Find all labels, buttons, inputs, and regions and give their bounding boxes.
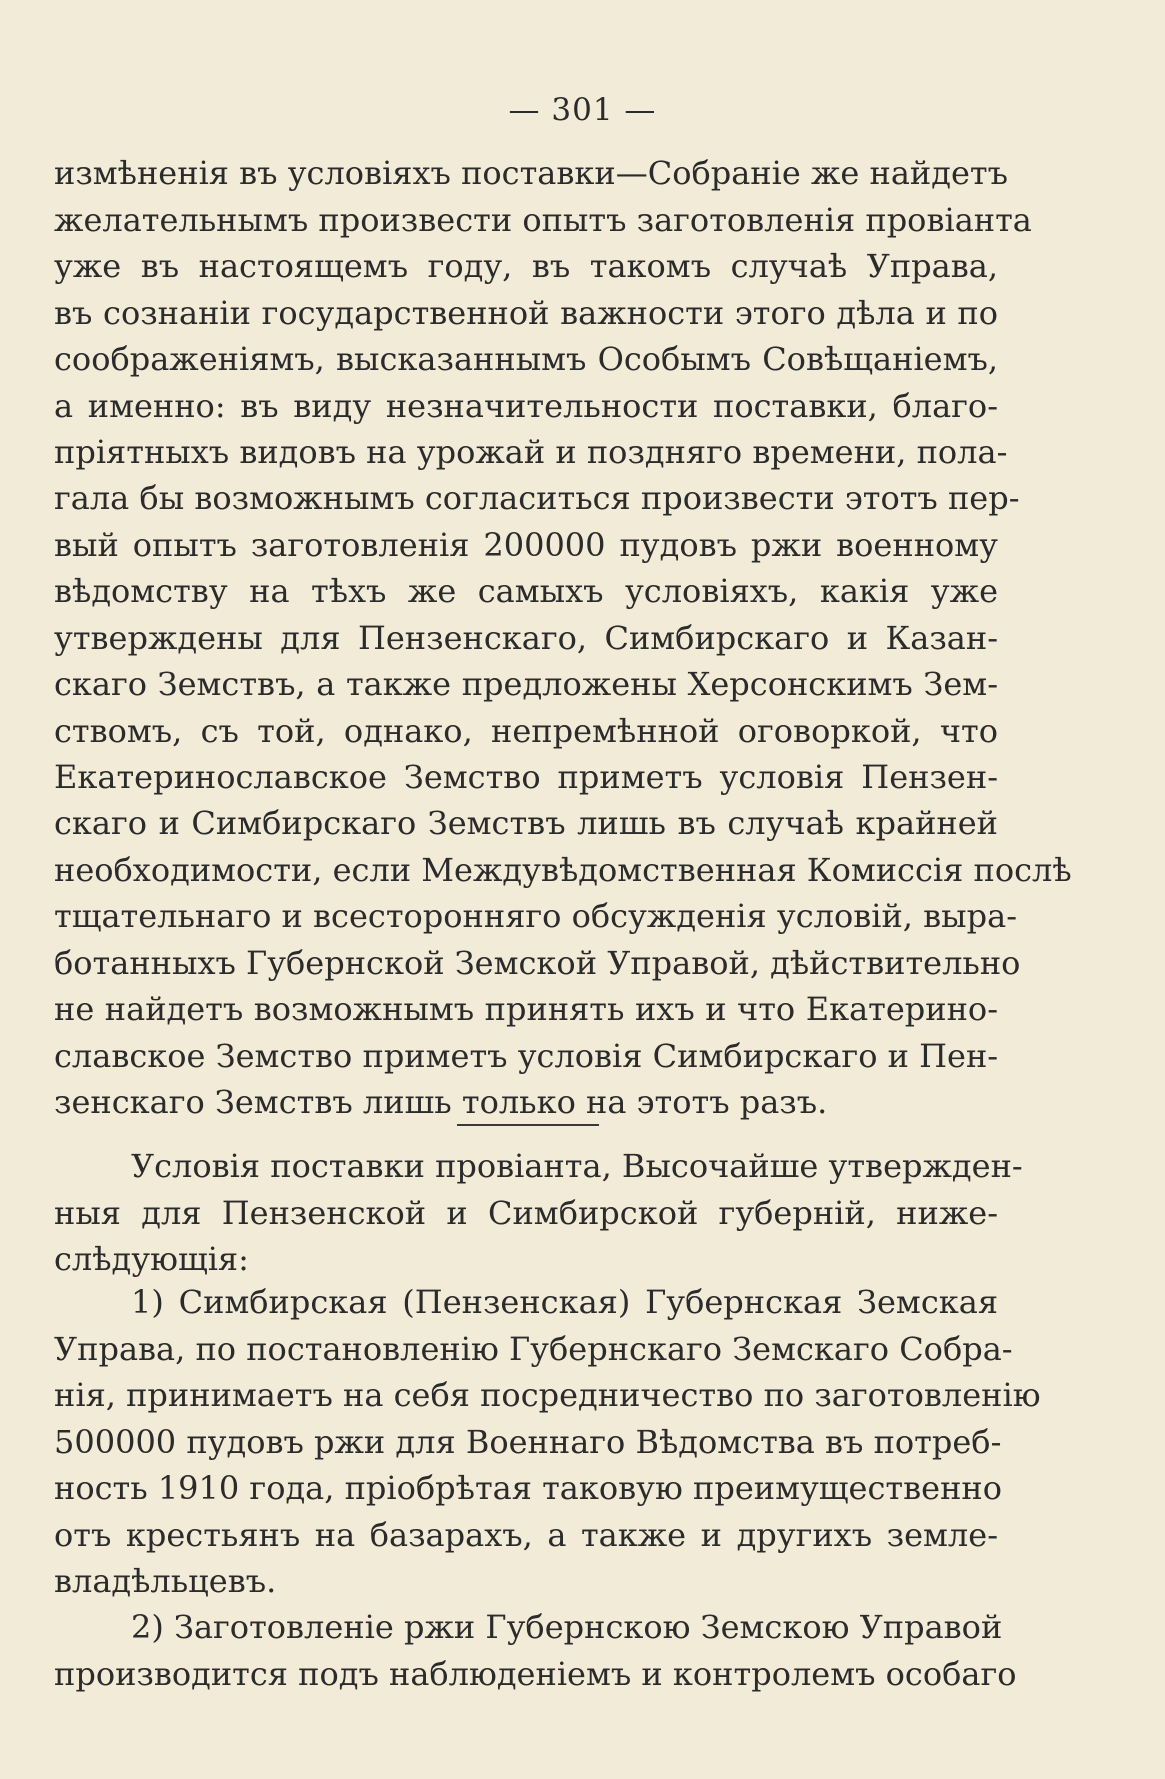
text-line: ствомъ, съ той, однако, непремѣнной оговоркой, что [54,712,998,750]
text-line: отъ крестьянъ на базарахъ, а также и другихъ земле- [54,1516,998,1554]
text-line: ность 1910 года, пріобрѣтая таковую преимущественно [54,1469,1002,1507]
text-line: производится подъ наблюденіемъ и контролемъ особаго [54,1655,1017,1693]
text-line: необходимости, если Междувѣдомственная Комиссія послѣ [54,851,1072,889]
text-line: Управа, по постановленію Губернскаго Земскаго Собра- [54,1330,1013,1368]
text-line: владѣльцевъ. [54,1562,277,1600]
text-line: уже въ настоящемъ году, въ такомъ случаѣ Управа, [54,247,998,285]
text-line: тщательнаго и всесторонняго обсужденія условій, выра- [54,897,1017,935]
text-line: гала бы возможнымъ согласиться произвести этотъ пер- [54,479,1020,517]
text-line: ботанныхъ Губернской Земской Управой, дѣйствительно [54,944,1021,982]
text-line: зенскаго Земствъ лишь только на этотъ разъ. [54,1083,828,1121]
text-line: скаго и Симбирскаго Земствъ лишь въ случаѣ крайней [54,804,998,842]
text-line: желательнымъ произвести опытъ заготовленія провіанта [54,201,1032,239]
text-line: скаго Земствъ, а также предложены Херсонскимъ Зем- [54,665,998,703]
text-line: нія, принимаетъ на себя посредничество по заготовленію [54,1376,1041,1414]
text-line: 500000 пудовъ ржи для Военнаго Вѣдомства въ потреб- [54,1423,1002,1461]
section-divider [457,1124,599,1126]
text-line: 2) Заготовленіе ржи Губернскою Земскою Управой [131,1608,1003,1646]
text-line: Екатеринославское Земство приметъ условія Пензен- [54,758,998,796]
text-line: вѣдомству на тѣхъ же самыхъ условіяхъ, какія уже [54,572,998,610]
text-line: въ сознаніи государственной важности этого дѣла и по [54,294,998,332]
text-line: соображеніямъ, высказаннымъ Особымъ Совѣщаніемъ, [54,340,998,378]
text-line: утверждены для Пензенскаго, Симбирскаго и Казан- [54,619,998,657]
text-line: а именно: въ виду незначительности поставки, благо- [54,387,998,425]
text-line: измѣненія въ условіяхъ поставки—Собраніе же найдетъ [54,154,1008,192]
page-number: — 301 — [508,92,657,128]
text-line: Условія поставки провіанта, Высочайше утвержден- [131,1147,1023,1185]
text-line: ныя для Пензенской и Симбирской губерній, ниже- [54,1194,998,1232]
text-line: слѣдующія: [54,1240,249,1278]
text-line: пріятныхъ видовъ на урожай и поздняго времени, пола- [54,433,1008,471]
text-line: 1) Симбирская (Пензенская) Губернская Земская [131,1283,998,1321]
text-line: вый опытъ заготовленія 200000 пудовъ ржи военному [54,526,998,564]
text-line: не найдетъ возможнымъ принять ихъ и что Екатерино- [54,990,998,1028]
text-line: славское Земство приметъ условія Симбирскаго и Пен- [54,1037,999,1075]
